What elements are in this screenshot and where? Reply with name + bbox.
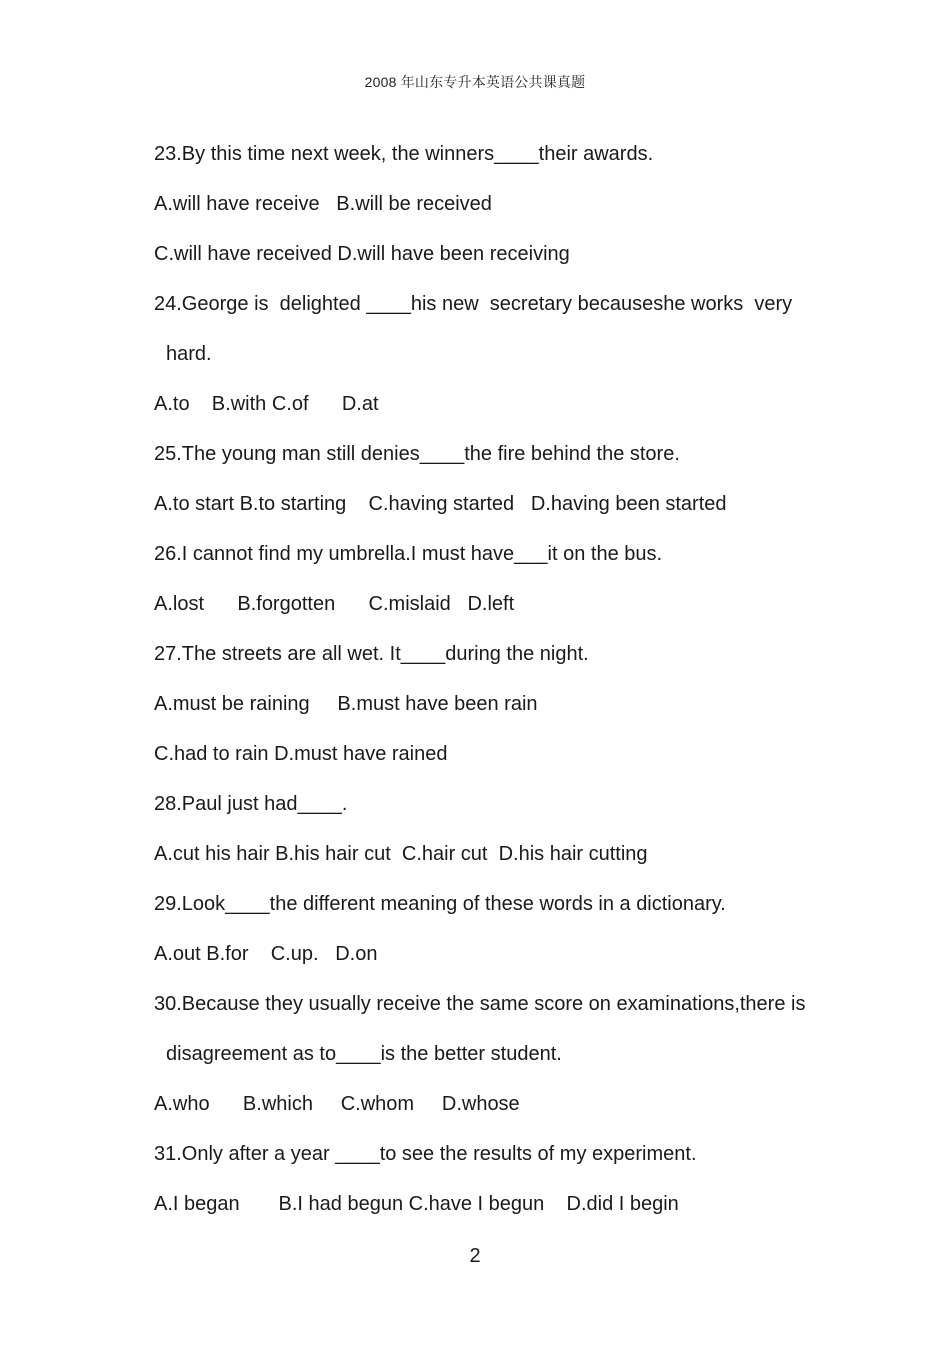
question-25: 25.The young man still denies____the fire behind the store.	[154, 443, 680, 465]
question-28-options: A.cut his hair B.his hair cut C.hair cut D.his hair cutting	[154, 843, 648, 865]
question-24-continuation: hard.	[166, 343, 212, 365]
question-29-options: A.out B.for C.up. D.on	[154, 943, 378, 965]
question-26-options: A.lost B.forgotten C.mislaid D.left	[154, 593, 515, 615]
question-27-options-cd: C.had to rain D.must have rained	[154, 743, 448, 765]
question-30-continuation: disagreement as to____is the better student.	[166, 1043, 562, 1065]
question-24: 24.George is delighted ____his new secretary becauseshe works very	[154, 293, 793, 315]
page-number: 2	[469, 1245, 481, 1267]
question-28: 28.Paul just had____.	[154, 793, 348, 815]
question-29: 29.Look____the different meaning of these words in a dictionary.	[154, 893, 726, 915]
question-23: 23.By this time next week, the winners____their awards.	[154, 143, 654, 165]
question-25-options: A.to start B.to starting C.having started D.having been started	[154, 493, 727, 515]
question-23-options-ab: A.will have receive B.will be received	[154, 193, 492, 215]
question-31: 31.Only after a year ____to see the results of my experiment.	[154, 1143, 697, 1165]
document-body	[154, 140, 844, 1240]
question-24-options: A.to B.with C.of D.at	[154, 393, 379, 415]
page-header: 2008 年山东专升本英语公共课真题	[364, 74, 586, 90]
question-23-options-cd: C.will have received D.will have been receiving	[154, 243, 570, 265]
question-27-options-ab: A.must be raining B.must have been rain	[154, 693, 538, 715]
question-31-options: A.I began B.I had begun C.have I begun D.did I begin	[154, 1193, 679, 1215]
question-26: 26.I cannot find my umbrella.I must have___it on the bus.	[154, 543, 663, 565]
question-27: 27.The streets are all wet. It____during the night.	[154, 643, 589, 665]
question-30: 30.Because they usually receive the same score on examinations,there is	[154, 993, 806, 1015]
question-30-options: A.who B.which C.whom D.whose	[154, 1093, 520, 1115]
